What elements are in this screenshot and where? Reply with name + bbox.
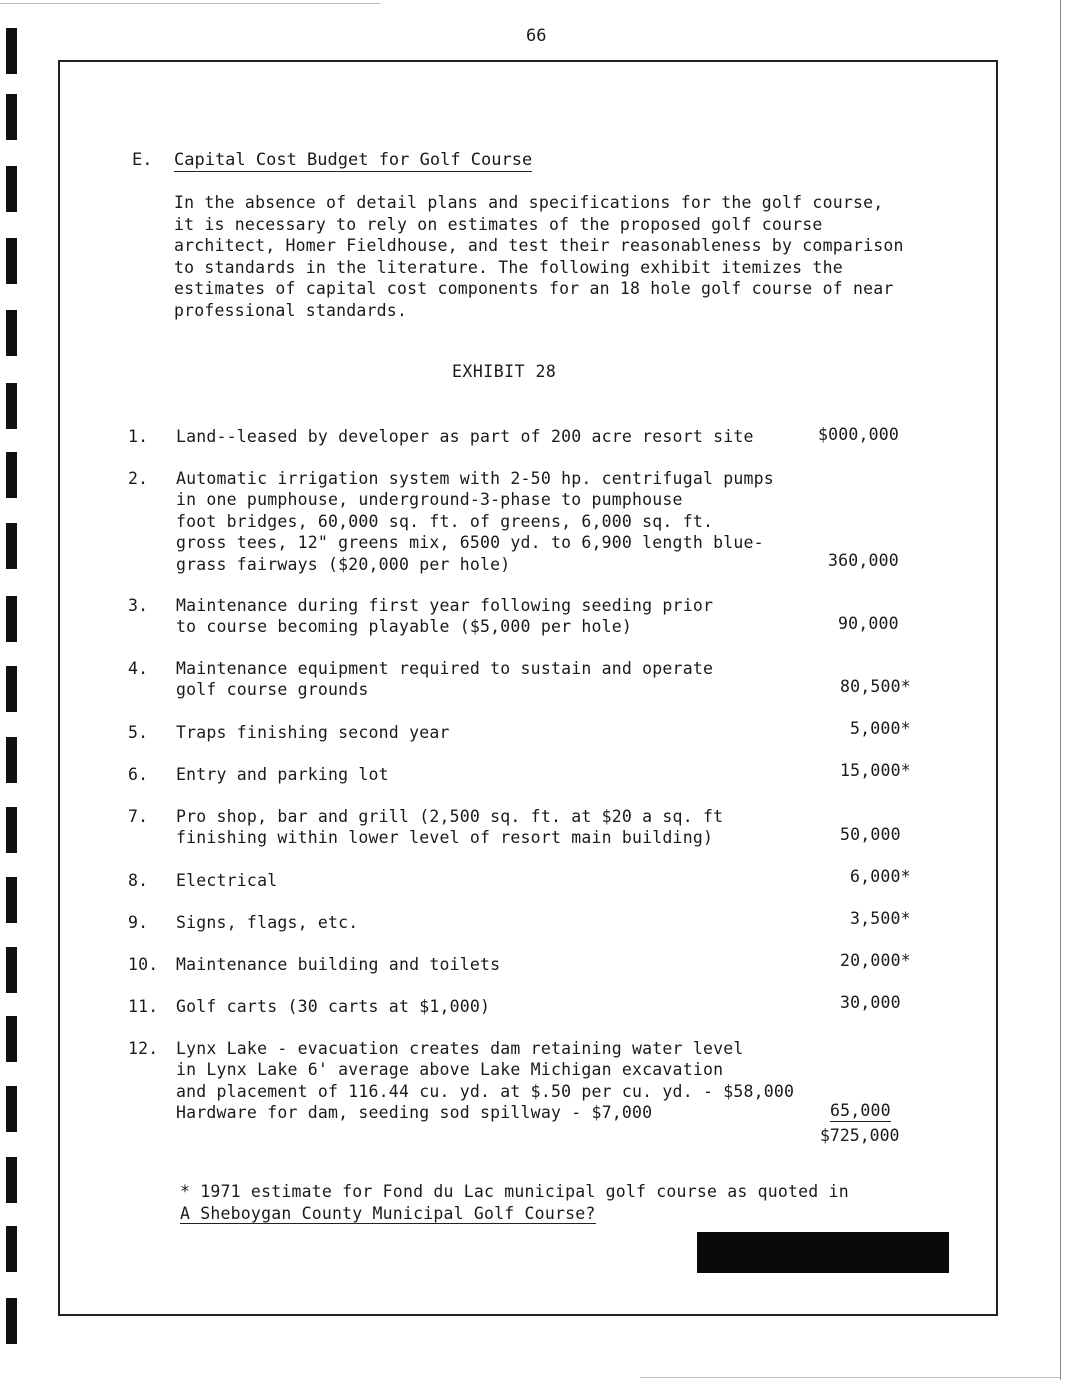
binder-mark [6, 238, 17, 284]
redaction-block [697, 1232, 949, 1273]
item-description-line: and placement of 116.44 cu. yd. at $.50 per cu. yd. - $58,000 [176, 1081, 795, 1101]
item-description [176, 954, 836, 975]
binder-mark [6, 452, 17, 498]
item-description-line: Maintenance during first year following seeding prior [176, 596, 714, 615]
top-edge-line [0, 3, 380, 4]
binder-mark [6, 1226, 17, 1272]
page-number: 66 [526, 26, 547, 46]
item-description [176, 870, 836, 891]
intro-line: to standards in the literature. The following exhibit itemizes the [174, 257, 843, 277]
item-description [176, 806, 836, 849]
intro-paragraph [174, 192, 964, 322]
exhibit-title: EXHIBIT 28 [452, 362, 557, 381]
binder-mark [6, 737, 17, 783]
item-description-line: Automatic irrigation system with 2-50 hp. centrifugal pumps [176, 469, 774, 488]
item-number: 11. [128, 997, 159, 1016]
item-description-line: Electrical [176, 871, 278, 890]
right-edge-line [1060, 0, 1061, 1380]
binder-mark [6, 523, 17, 569]
section-heading [132, 150, 532, 170]
item-amount: 360,000 [828, 551, 899, 570]
binder-mark [6, 596, 17, 642]
item-amount: 65,000 [830, 1100, 891, 1122]
item-description-line: to course becoming playable ($5,000 per hole) [176, 617, 633, 637]
intro-line: professional standards. [174, 300, 408, 320]
item-number: 7. [128, 807, 149, 826]
item-description-line: Signs, flags, etc. [176, 913, 359, 932]
item-description [176, 912, 836, 933]
item-amount: 90,000 [838, 614, 899, 633]
item-number: 2. [128, 469, 149, 488]
total-amount: $725,000 [820, 1126, 900, 1145]
binder-mark [6, 1157, 17, 1203]
item-amount: 15,000* [840, 761, 911, 780]
binder-mark [6, 1016, 17, 1062]
item-amount: $000,000 [818, 425, 900, 444]
binder-mark [6, 28, 17, 74]
item-number: 10. [128, 955, 159, 974]
item-number: 12. [128, 1039, 159, 1058]
item-number: 6. [128, 765, 149, 784]
footnote [180, 1181, 849, 1225]
intro-line: architect, Homer Fieldhouse, and test their reasonableness by comparison [174, 236, 904, 256]
intro-line: it is necessary to rely on estimates of the proposed golf course [174, 214, 823, 234]
item-description-line: Pro shop, bar and grill (2,500 sq. ft. at $20 a sq. ft [176, 807, 724, 826]
item-amount: 20,000* [840, 951, 911, 970]
binder-hole-marks [6, 0, 18, 1380]
item-amount: 3,500* [850, 909, 911, 928]
binder-mark [6, 1298, 17, 1344]
binder-mark [6, 666, 17, 712]
footnote-source: A Sheboygan County Municipal Golf Course? [180, 1204, 596, 1223]
item-amount: 6,000* [850, 867, 911, 886]
item-amount: 5,000* [850, 719, 911, 738]
item-description [176, 468, 836, 575]
footnote-text: * 1971 estimate for Fond du Lac municipal golf course as quoted in [180, 1182, 849, 1201]
binder-mark [6, 383, 17, 429]
item-number: 3. [128, 596, 149, 615]
binder-mark [6, 1086, 17, 1132]
item-description-line: Maintenance building and toilets [176, 955, 501, 974]
item-description-line: Land--leased by developer as part of 200 acre resort site [176, 427, 754, 446]
item-amount: 30,000 [840, 993, 901, 1012]
item-description-line: in one pumphouse, underground-3-phase to pumphouse [176, 490, 683, 510]
item-number: 4. [128, 659, 149, 678]
item-description-line: Lynx Lake - evacuation creates dam retaining water level [176, 1039, 744, 1058]
bottom-edge-line [640, 1377, 1060, 1378]
item-description-line: gross tees, 12" greens mix, 6500 yd. to 6,900 length blue- [176, 533, 764, 553]
item-description [176, 1038, 836, 1124]
intro-line: In the absence of detail plans and specifications for the golf course, [174, 193, 884, 212]
binder-mark [6, 807, 17, 853]
binder-mark [6, 947, 17, 993]
item-description [176, 996, 836, 1017]
item-description [176, 722, 836, 743]
item-description-line: grass fairways ($20,000 per hole) [176, 554, 511, 574]
item-description-line: golf course grounds [176, 680, 369, 700]
item-amount: 50,000 [840, 825, 901, 844]
binder-mark [6, 877, 17, 923]
section-letter: E. [132, 150, 153, 170]
item-description-line: in Lynx Lake 6' average above Lake Michigan excavation [176, 1060, 724, 1080]
item-description-line: foot bridges, 60,000 sq. ft. of greens, 6,000 sq. ft. [176, 511, 714, 531]
item-description-line: Maintenance equipment required to sustain and operate [176, 659, 714, 678]
item-number: 1. [128, 427, 149, 446]
intro-line: estimates of capital cost components for an 18 hole golf course of near [174, 279, 894, 299]
item-description [176, 764, 836, 785]
item-number: 5. [128, 723, 149, 742]
section-title: Capital Cost Budget for Golf Course [174, 150, 533, 170]
item-number: 9. [128, 913, 149, 932]
item-amount: 80,500* [840, 677, 911, 696]
item-description [176, 426, 836, 447]
binder-mark [6, 310, 17, 356]
item-number: 8. [128, 871, 149, 890]
item-description [176, 658, 836, 701]
item-description [176, 595, 836, 638]
binder-mark [6, 94, 17, 140]
binder-mark [6, 166, 17, 212]
item-description-line: Entry and parking lot [176, 765, 389, 784]
item-description-line: Hardware for dam, seeding sod spillway - $7,000 [176, 1103, 653, 1123]
item-description-line: Traps finishing second year [176, 723, 450, 742]
item-description-line: Golf carts (30 carts at $1,000) [176, 997, 491, 1016]
item-description-line: finishing within lower level of resort main building) [176, 828, 714, 848]
